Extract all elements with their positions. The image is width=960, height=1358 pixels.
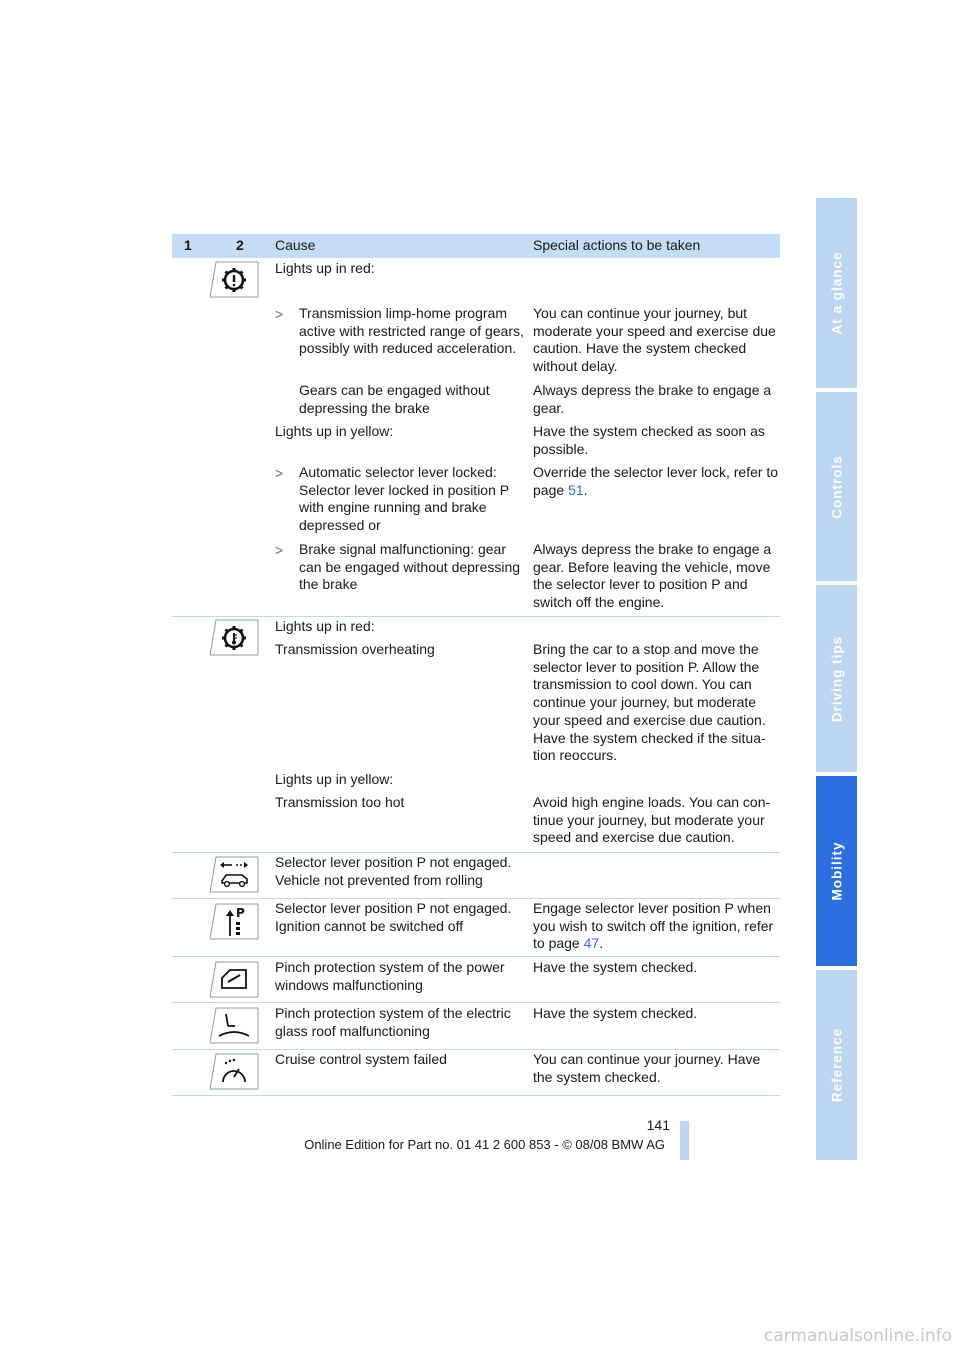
temperature-yellow-heading: Lights up in yellow:: [275, 771, 394, 787]
cruise-control-icon: [208, 1052, 260, 1095]
hot-action: Avoid high engine loads. You can con-tinue your journey, but moderate your speed and exercise due caution.: [533, 794, 771, 846]
chapter-sidebar: [816, 198, 857, 1160]
header-action: Special actions to be taken: [533, 237, 701, 253]
overheat-action: Bring the car to a stop and move the selector lever to position P. Allow the transmission to cool down. You can continue your journey, but moderate your speed and exercise due caution. Have the system checked if the situa-tion reoccurs.: [533, 641, 766, 764]
page-link-51[interactable]: 51: [568, 481, 584, 498]
locked-cause: Automatic selector lever locked: Selector lever locked in position P with engine running and brake depressed or: [299, 464, 509, 534]
page-link-47[interactable]: 47: [583, 935, 600, 952]
locked-action-text: Override the selector lever lock, refer to page: [533, 464, 779, 498]
ignition-action-text: Engage selector lever position P when you wish to switch off the ignition, refer to page: [533, 900, 774, 952]
selector-lever-p-icon: [208, 902, 260, 945]
ignition-cause: Selector lever position P not engaged. Ignition cannot be switched off: [275, 900, 512, 934]
svg-text:P: P: [236, 906, 245, 920]
footer-bar: [680, 1121, 689, 1160]
transmission-yellow-action: Have the system checked as soon as possible.: [533, 423, 765, 457]
footer-edition: Online Edition for Part no. 01 41 2 600 853 - © 08/08 BMW AG: [304, 1137, 665, 1152]
tab-label: Driving tips: [829, 635, 844, 722]
row-divider: [172, 616, 780, 617]
tab-mobility[interactable]: [816, 776, 857, 966]
gears-cause: Gears can be engaged without depressing the brake: [299, 382, 490, 416]
cruise-action: You can continue your journey. Have the system checked.: [533, 1051, 761, 1085]
roof-cause: Pinch protection system of the electric glass roof malfunctioning: [275, 1005, 511, 1039]
bullet-marker: >: [275, 306, 284, 322]
limp-home-cause: Transmission limp-home program active with restricted range of gears, possibly with reduced acceleration.: [299, 305, 524, 357]
row-divider: [172, 898, 780, 899]
page-number: 141: [646, 1117, 670, 1133]
locked-action: Override the selector lever lock, refer to page 51.: [533, 464, 779, 498]
header-col-2: 2: [236, 237, 244, 253]
tab-controls[interactable]: [816, 392, 857, 581]
hot-cause: Transmission too hot: [275, 794, 405, 810]
glass-roof-icon: [208, 1006, 260, 1049]
transmission-warning-icon: [208, 260, 260, 303]
tab-reference[interactable]: [816, 970, 857, 1160]
cruise-cause: Cruise control system failed: [275, 1051, 447, 1067]
ignition-action: Engage selector lever position P when you wish to switch off the ignition, refer to page 47.: [533, 900, 774, 952]
tab-label: Controls: [829, 454, 844, 519]
tab-at-a-glance[interactable]: [816, 198, 857, 388]
transmission-red-heading: Lights up in red:: [275, 260, 375, 276]
watermark: carmanualsonline.info: [763, 1326, 952, 1346]
bullet-marker: >: [275, 465, 284, 481]
roof-action: Have the system checked.: [533, 1005, 698, 1021]
rolling-cause: Selector lever position P not engaged. Vehicle not prevented from rolling: [275, 854, 512, 888]
transmission-yellow-heading: Lights up in yellow:: [275, 423, 394, 439]
tab-driving-tips[interactable]: [816, 585, 857, 772]
row-divider: [172, 956, 780, 957]
row-divider: [172, 852, 780, 853]
tab-label: At a glance: [829, 251, 844, 335]
power-window-icon: [208, 960, 260, 1003]
header-col-1: 1: [184, 237, 192, 253]
row-divider: [172, 1049, 780, 1050]
windows-cause: Pinch protection system of the power windows malfunctioning: [275, 959, 505, 993]
temperature-red-heading: Lights up in red:: [275, 618, 375, 634]
header-cause: Cause: [275, 237, 316, 253]
limp-home-action: You can continue your journey, but moderate your speed and exercise due caution. Have the system checked without delay.: [533, 305, 776, 375]
transmission-temperature-icon: [208, 618, 260, 661]
vehicle-rolling-icon: [208, 855, 260, 898]
tab-label: Reference: [829, 1027, 844, 1103]
windows-action: Have the system checked.: [533, 959, 698, 975]
row-divider: [172, 1095, 780, 1096]
overheat-cause: Transmission overheating: [275, 641, 435, 657]
table-header: [172, 234, 780, 258]
brake-action: Always depress the brake to engage a gear. Before leaving the vehicle, move the selector lever to position P and switch off the engine.: [533, 541, 772, 611]
bullet-marker: >: [275, 542, 284, 558]
brake-cause: Brake signal malfunctioning: gear can be engaged without depressing the brake: [299, 541, 521, 593]
row-divider: [172, 1002, 780, 1003]
gears-action: Always depress the brake to engage a gear.: [533, 382, 772, 416]
tab-label: Mobility: [829, 841, 844, 901]
